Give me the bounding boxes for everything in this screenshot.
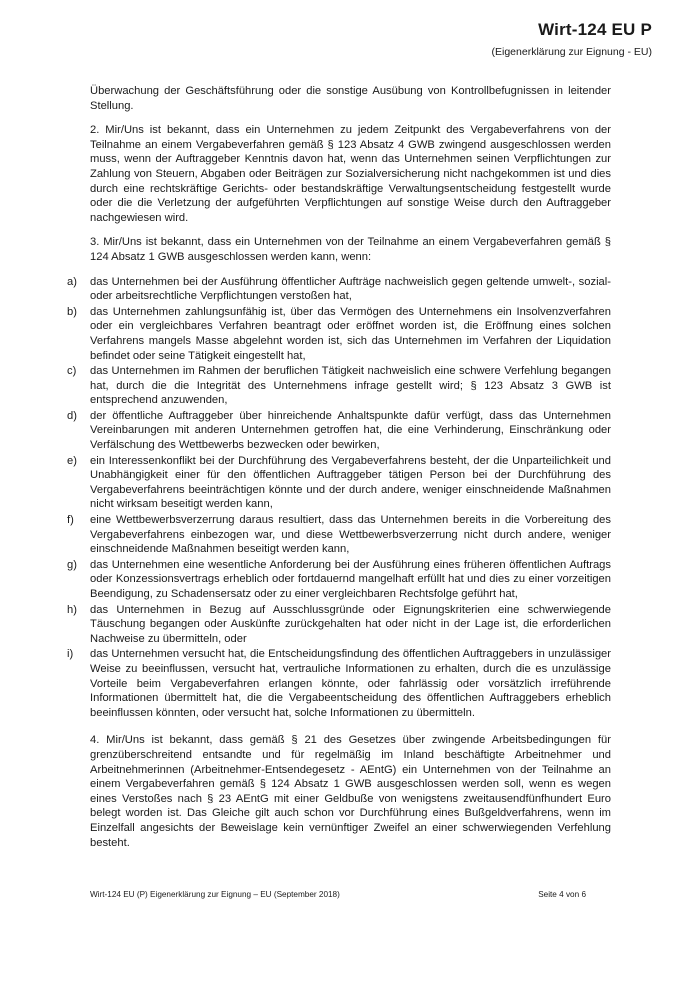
paragraph-4: 4. Mir/Uns ist bekannt, dass gemäß § 21 des Gesetzes über zwingende Arbeitsbedingungen für grenzüberschreitend entsandte und für regelmäßig im Inland beschäftigte Arbeitnehmer und Arbeitnehmerinnen (Arbeitnehmer-Entsendegesetz - AEntG) ein Unternehmen von der Teilnahme an einem Vergabeverfahren gemäß § 124 Absatz 1 GWB ausgeschlossen werden soll, wenn es wegen eines Verstoßes nach § 23 AEntG mit einer Geldbuße von wenigstens zweitausendfünfhundert Euro belegt worden ist. Das Gleiche gilt auch schon vor Durchführung eines Bußgeldverfahrens, wenn im Einzelfall angesichts der Beweislage kein vernünftiger Zweifel an einer schwerwiegenden Verfehlung besteht. [90,734,611,849]
intro-paragraph: Überwachung der Geschäftsführung oder die sonstige Ausübung von Kontrollbefugnissen in leitender Stellung. [90,85,611,112]
list-item [67,647,611,720]
form-subtitle: (Eigenerklärung zur Eignung - EU) [491,46,652,58]
paragraph-3: 3. Mir/Uns ist bekannt, dass ein Unternehmen von der Teilnahme an einem Vergabeverfahren gemäß § 124 Absatz 1 GWB ausgeschlossen werden kann, wenn: [90,236,611,263]
list-item-text: ein Interessenkonflikt bei der Durchführung des Vergabeverfahrens besteht, der die Unparteilichkeit und Unabhängigkeit einer für den öffentlichen Auftraggeber tätigen Person bei der Durchführung des Vergabeverfahrens beeinträchtigen könnte und der durch andere, weniger einschneidende Maßnahmen nicht wirksam beseitigt werden kann, [90,454,611,511]
list-item [67,603,611,647]
document-body [67,84,611,860]
list-item [67,364,611,408]
list-item-text: das Unternehmen zahlungsunfähig ist, über das Vermögen des Unternehmens ein Insolvenzverfahren oder ein vergleichbares Verfahren beantragt oder eröffnet worden ist, die Eröffnung eines solchen Verfahrens mangels Masse abgelehnt worden ist, sich das Unternehmen im Verfahren der Liquidation befindet oder seine Tätigkeit eingestellt hat, [90,305,611,362]
list-item [67,513,611,557]
form-id: Wirt-124 EU P [538,20,652,39]
list-item-text: das Unternehmen im Rahmen der beruflichen Tätigkeit nachweislich eine schwere Verfehlung begangen hat, durch die die Integrität des Unternehmens infrage gestellt wird; § 123 Absatz 3 GWB ist entsprechend anzuwenden, [90,365,611,407]
list-marker: b) [67,305,77,318]
footer-page-number: Seite 4 von 6 [538,890,586,899]
list-marker: c) [67,365,77,378]
list-marker: d) [67,409,77,422]
footer-form-reference: Wirt-124 EU (P) Eigenerklärung zur Eignung – EU (September 2018) [90,890,340,899]
list-item [67,305,611,363]
paragraph-2: 2. Mir/Uns ist bekannt, dass ein Unternehmen zu jedem Zeitpunkt des Vergabeverfahrens von der Teilnahme an einem Vergabeverfahren gemäß § 123 Absatz 4 GWB zwingend ausgeschlossen werden muss, wenn der Auftraggeber Kenntnis davon hat, wenn das Unternehmen seinen Verpflichtungen zur Zahlung von Steuern, Abgaben oder Beiträgen zur Sozialversicherung nicht nachgekommen ist und dies durch eine rechtskräftige Gerichts- oder bestandskräftige Verwaltungsentscheidung festgestellt wurde oder die die Verletzung der aufgeführten Verpflichtungen auf sonstige Weise durch den Auftraggeber nachgewiesen wird. [90,124,611,224]
list-marker: i) [67,648,74,661]
list-item [67,558,611,602]
list-marker: a) [67,275,77,288]
list-item-text: das Unternehmen eine wesentliche Anforderung bei der Ausführung eines früheren öffentlichen Auftrags oder Konzessionsvertrags erheblich oder fortdauernd mangelhaft erfüllt hat und dies zu einer vorzeitigen Beendigung, zu Schadensersatz oder zu einer vergleichbaren Rechtsfolge geführt hat, [90,558,611,600]
list-item-text: eine Wettbewerbsverzerrung daraus resultiert, dass das Unternehmen bereits in die Vorbereitung des Vergabeverfahrens einbezogen war, und diese Wettbewerbsverzerrung nicht durch andere, weniger einschneidende Maßnahmen beseitigt werden kann, [90,514,611,556]
list-item [67,275,611,304]
list-item-text: das Unternehmen in Bezug auf Ausschlussgründe oder Eignungskriterien eine schwerwiegende Täuschung begangen oder Auskünfte zurückgehalten hat oder nicht in der Lage ist, die erforderlichen Nachweise zu übermitteln, oder [90,603,611,645]
list-item-text: das Unternehmen versucht hat, die Entscheidungsfindung des öffentlichen Auftraggebers in unzulässiger Weise zu beeinflussen, versucht hat, vertrauliche Informationen zu erhalten, durch die es unzulässige Vorteile beim Vergabeverfahren erlangen könnte, oder fahrlässig oder vorsätzlich irreführende Informationen übermittelt hat, die die Vergabeentscheidung des öffentlichen Auftraggebers erheblich beeinflussen könnten, oder versucht hat, solche Informationen zu übermitteln. [90,648,611,719]
list-item-text: der öffentliche Auftraggeber über hinreichende Anhaltspunkte dafür verfügt, dass das Unternehmen Vereinbarungen mit anderen Unternehmen getroffen hat, die eine Verhinderung, Einschränkung oder Verfälschung des Wettbewerbs bezwecken oder bewirken, [90,409,611,452]
list-item-text: das Unternehmen bei der Ausführung öffentlicher Aufträge nachweislich gegen geltende umwelt-, sozial- oder arbeitsrechtliche Verpflichtungen verstoßen hat, [90,275,611,303]
list-marker: g) [67,558,77,571]
list-marker: e) [67,454,77,467]
exclusion-list [67,275,611,721]
list-item [67,409,611,453]
list-item [67,454,611,512]
list-marker: f) [67,514,74,527]
list-marker: h) [67,603,77,616]
